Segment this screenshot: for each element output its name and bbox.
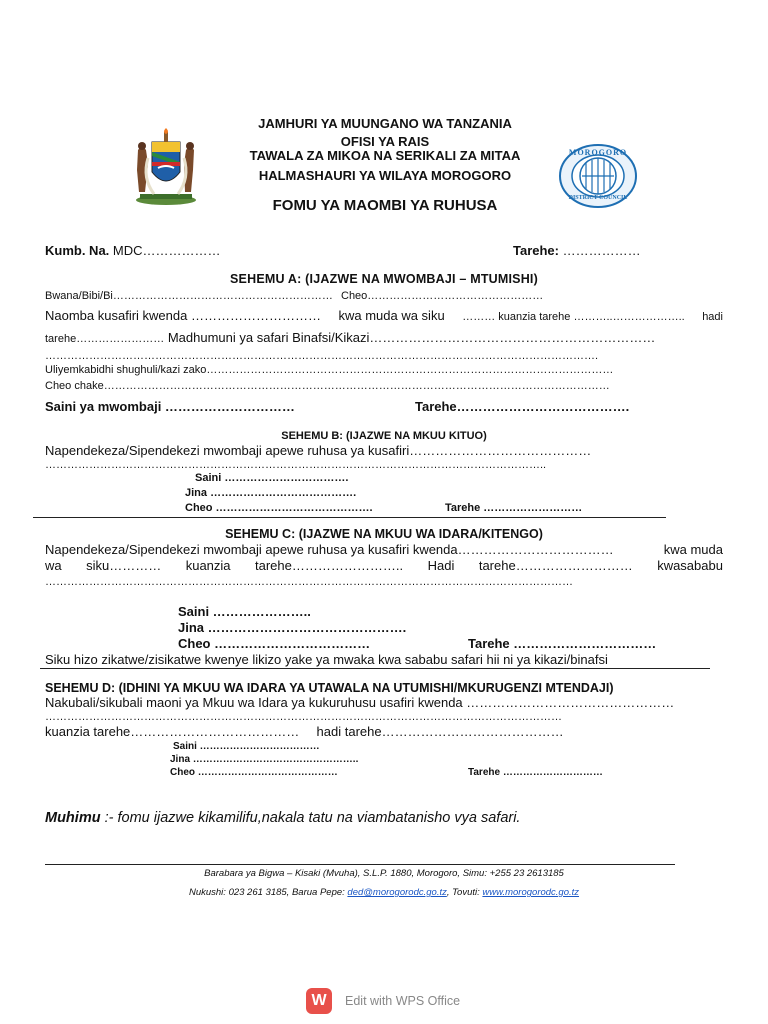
section-c-recommendation <box>45 542 723 557</box>
wps-edit-button[interactable] <box>306 988 460 1014</box>
travel-destination: Naomba kusafiri kwenda ………………………… <box>45 308 321 323</box>
header-line-2: OFISI YA RAIS <box>340 134 430 149</box>
section-c-date: Tarehe …………………………… <box>468 636 657 651</box>
important-note <box>45 810 520 826</box>
section-d-name: Jina ………………………………………….. <box>170 754 359 765</box>
important-label: Muhimu <box>45 810 101 826</box>
wps-edit-label: Edit with WPS Office <box>345 994 461 1008</box>
section-b-date: Tarehe ……………………… <box>445 502 583 514</box>
section-c-divider <box>40 668 710 669</box>
header-line-4: HALMASHAURI YA WILAYA MOROGORO <box>258 168 512 183</box>
travel-purpose: Madhumuni ya safari Binafsi/Kikazi………………………………………………………… <box>167 330 656 345</box>
section-b-recommendation: Napendekeza/Sipendekezi mwombaji apewe ruhusa ya kusafiri…………………………………… <box>45 443 592 458</box>
footer-address: Barabara ya Bigwa – Kisaki (Mvuha), S.L.P. 1880, Morogoro, Simu: +255 23 2613185 <box>204 868 564 879</box>
section-c-title-field: Cheo ……………………………… <box>178 636 371 651</box>
section-a-title: SEHEMU A: (IJAZWE NA MWOMBAJI – MTUMISHI) <box>230 272 538 286</box>
section-d-dates <box>45 724 564 739</box>
travel-start-date: ……… kuanzia tarehe ………..……………….. <box>462 311 685 323</box>
section-c-word-3: kuanzia <box>185 558 231 573</box>
section-d-approval: Nakubali/sikubali maoni ya Mkuu wa Idara ya kukuruhusu usafiri kwenda ………………………………………… <box>45 695 675 710</box>
section-d-end-date: hadi tarehe…………………………………… <box>316 724 564 739</box>
travel-end-date: tarehe…………………… <box>45 333 165 345</box>
footer-divider <box>45 864 675 865</box>
section-a-travel-line <box>45 308 723 323</box>
footer-fax: Nukushi: 023 261 3185, Barua Pepe: <box>188 887 348 898</box>
wps-logo-icon: W <box>306 988 332 1014</box>
section-d-blank-line: …………………………………………………………………………………………………………………………… <box>45 711 562 723</box>
section-a-title-field: Cheo………………………………………… <box>341 290 544 302</box>
footer-contacts <box>45 887 723 898</box>
section-b-title: SEHEMU B: (IJAZWE NA MKUU KITUO) <box>281 430 487 442</box>
reference-date-label: Tarehe: <box>513 243 559 258</box>
section-d-title-field: Cheo …………………………………… <box>170 767 338 778</box>
applicant-date: Tarehe…………………………………. <box>415 399 630 414</box>
section-c-title: SEHEMU C: (IJAZWE NA MKUU WA IDARA/KITENGO) <box>225 527 543 541</box>
form-title: FOMU YA MAOMBI YA RUHUSA <box>272 197 498 214</box>
reference-value: MDC……………… <box>112 243 221 258</box>
section-c-reason-label: kwasababu <box>657 558 723 573</box>
header-line-3: TAWALA ZA MIKOA NA SERIKALI ZA MITAA <box>249 148 521 163</box>
applicant-signature: Saini ya mwombaji ………………………… <box>45 399 295 414</box>
travel-days-label: kwa muda wa siku <box>338 308 445 323</box>
section-c-dates-line <box>45 558 723 573</box>
section-d-title: SEHEMU D: (IDHINI YA MKUU WA IDARA YA UTAWALA NA UTUMISHI/MKURUGENZI MTENDAJI) <box>45 681 614 695</box>
section-a-purpose-line <box>45 330 655 345</box>
section-c-signature: Saini ………………….. <box>178 604 311 619</box>
footer-website-label: , Tovuti: <box>446 887 483 898</box>
section-c-leave-note: Siku hizo zikatwe/zisikatwe kwenye likizo yake ya mwaka kwa sababu safari hii ni ya kikazi/binafsi <box>45 652 608 667</box>
footer-website-link[interactable]: www.morogorodc.go.tz <box>482 887 580 898</box>
reference-label: Kumb. Na. <box>45 243 110 258</box>
section-c-end-date: tarehe……………………… <box>478 558 633 573</box>
section-d-signature: Saini ……………………………… <box>173 741 320 752</box>
section-c-name: Jina ………………………………………. <box>178 620 407 635</box>
section-d-start-date: kuanzia tarehe………………………………… <box>45 724 300 739</box>
seal-text-top: MOROGORO <box>568 148 628 157</box>
section-b-name: Jina …………………………………. <box>185 487 357 499</box>
section-a-handover: Uliyemkabidhi shughuli/kazi zako………………………………………………………………………………………………… <box>45 364 614 376</box>
section-c-duration-label: kwa muda <box>663 542 723 557</box>
travel-to-label: hadi <box>702 311 723 323</box>
section-b-blank-line: ……………………………………………………………………………………………………………………….. <box>45 459 547 471</box>
footer-email-link[interactable]: ded@morogorodc.go.tz <box>347 887 447 898</box>
seal-text-bottom: DISTRICT COUNCIL <box>568 195 628 201</box>
header-line-1: JAMHURI YA MUUNGANO WA TANZANIA <box>258 116 512 131</box>
important-text: :- fomu ijazwe kikamilifu,nakala tatu na viambatanisho vya safari. <box>100 810 521 826</box>
section-c-word-5: Hadi <box>427 558 455 573</box>
section-c-start-date: tarehe…………………….. <box>255 558 404 573</box>
section-b-divider <box>33 517 666 518</box>
section-d-date: Tarehe ………………………… <box>468 767 603 778</box>
section-a-blank-line: ……………………………………………………………………………………………………………………………………. <box>45 350 599 362</box>
reference-date-value: ……………… <box>562 243 641 258</box>
section-b-signature: Saini ……………………………. <box>195 472 349 484</box>
section-b-title-field: Cheo ……………………………………. <box>185 502 373 514</box>
section-c-destination: Napendekeza/Sipendekezi mwombaji apewe ruhusa ya kusafiri kwenda……………………………… <box>45 542 614 557</box>
section-a-handover-title: Cheo chake………………………………………………………………………………………………………………………… <box>45 380 610 392</box>
reference-date <box>513 243 641 258</box>
reference-number <box>45 243 221 258</box>
coat-of-arms-icon <box>128 128 204 206</box>
section-a-name-field: Bwana/Bibi/Bi…………………………………………………… <box>45 290 333 302</box>
section-c-days: siku………… <box>86 558 162 573</box>
section-c-word-1: wa <box>45 558 62 573</box>
council-seal-icon <box>558 143 638 209</box>
section-c-blank-line: ……………………………………………………………………………………………………………………………… <box>45 576 573 588</box>
